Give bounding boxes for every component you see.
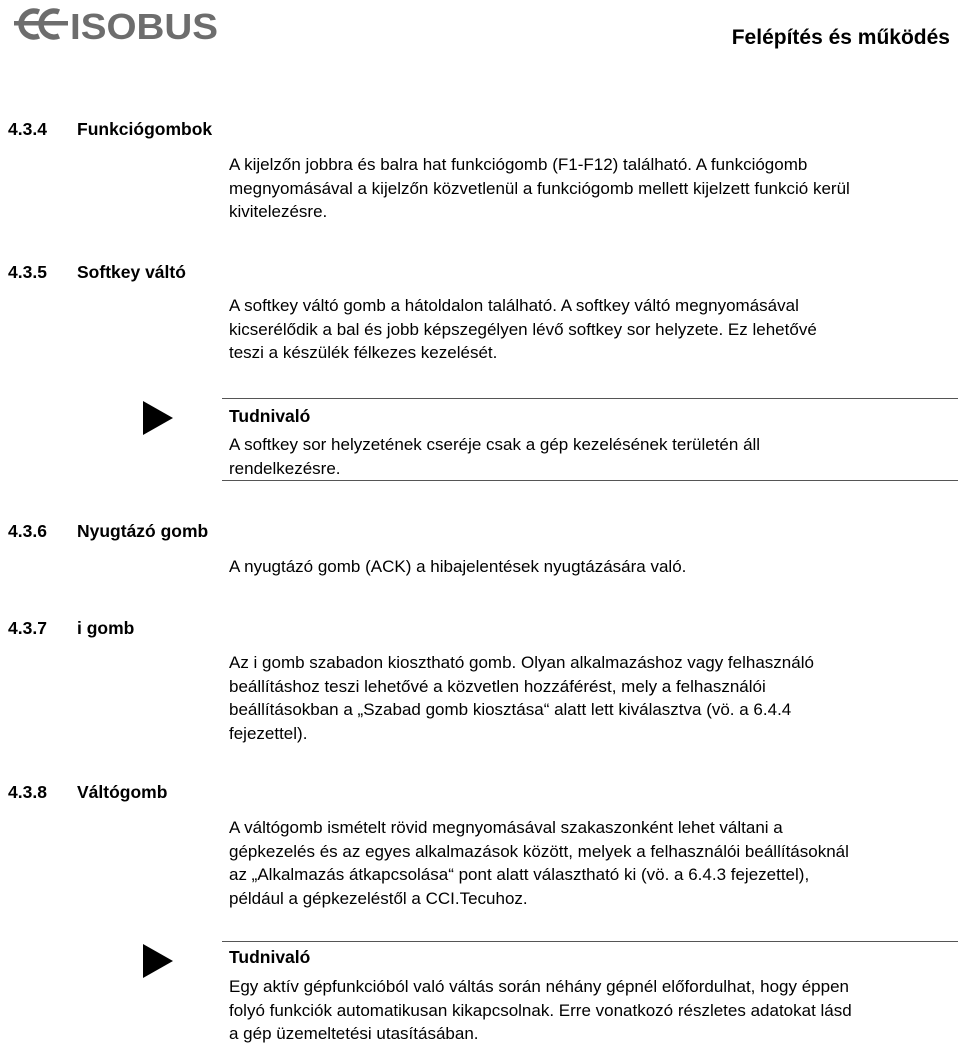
paragraph-line: kicserélődik a bal és jobb képszegélyen lévő softkey sor helyzete. Ez lehetővé <box>229 319 817 339</box>
section-title: Funkciógombok <box>77 119 213 139</box>
note-line: A softkey sor helyzetének cseréje csak a gép kezelésének területén áll <box>229 435 761 454</box>
ccisobus-logo <box>12 2 222 48</box>
section-title: Softkey váltó <box>77 262 186 282</box>
note-arrow-icon <box>143 401 173 435</box>
note-title: Tudnivaló <box>229 406 311 426</box>
note-line: a gép üzemeltetési utasításában. <box>229 1024 479 1043</box>
paragraph-line: kivitelezésre. <box>229 202 328 221</box>
section-paragraph <box>229 153 949 224</box>
section-number: 4.3.4 <box>8 119 47 139</box>
section-paragraph <box>229 555 949 579</box>
ccisobus-logo-graphic <box>12 2 222 48</box>
section-number: 4.3.5 <box>8 262 47 282</box>
section-paragraph <box>229 294 949 365</box>
page-header-title: Felépítés és működés <box>731 26 950 49</box>
note-title: Tudnivaló <box>229 947 311 967</box>
section-paragraph <box>229 651 949 745</box>
note-bottom-rule <box>222 480 958 481</box>
paragraph-line: A nyugtázó gomb (ACK) a hibajelentések nyugtázására való. <box>229 557 687 576</box>
section-number: 4.3.8 <box>8 782 47 802</box>
section-title: Váltógomb <box>77 782 168 802</box>
paragraph-line: teszi a készülék félkezes kezelését. <box>229 343 498 362</box>
svg-text:ISOBUS: ISOBUS <box>70 6 218 47</box>
paragraph-line: például a gépkezeléstől a CCI.Tecuhoz. <box>229 888 528 908</box>
section-title: Nyugtázó gomb <box>77 521 209 541</box>
note-arrow-icon <box>143 944 173 978</box>
paragraph-line: az „Alkalmazás átkapcsolása“ pont alatt választható ki (vö. a 6.4.3 fejezettel), <box>229 865 810 884</box>
paragraph-line: A kijelzőn jobbra és balra hat funkciógomb (F1-F12) található. A funkciógomb <box>229 155 808 174</box>
paragraph-line: A softkey váltó gomb a hátoldalon található. A softkey váltó megnyomásával <box>229 296 799 315</box>
paragraph-line: beállításokban a „Szabad gomb kiosztása“ alatt lett kiválasztva (vö. a 6.4.4 <box>229 700 792 719</box>
note-top-rule <box>222 941 958 942</box>
paragraph-line: gépkezelés és az egyes alkalmazások között, melyek a felhasználói beállításoknál <box>229 841 849 861</box>
note-top-rule <box>222 398 958 399</box>
note-text <box>229 433 949 480</box>
note-line: rendelkezésre. <box>229 458 341 478</box>
section-title: i gomb <box>77 618 135 638</box>
paragraph-line: Az i gomb szabadon kiosztható gomb. Olyan alkalmazáshoz vagy felhasználó <box>229 653 814 672</box>
section-number: 4.3.7 <box>8 618 47 638</box>
note-line: folyó funkciók automatikusan kikapcsolnak. Erre vonatkozó részletes adatokat lásd <box>229 1000 852 1020</box>
paragraph-line: fejezettel). <box>229 723 308 743</box>
note-text <box>229 975 949 1046</box>
paragraph-line: beállításhoz teszi lehetővé a közvetlen hozzáférést, mely a felhasználói <box>229 676 766 696</box>
paragraph-line: megnyomásával a kijelzőn közvetlenül a funkciógomb mellett kijelzett funkció kerül <box>229 178 850 198</box>
section-number: 4.3.6 <box>8 521 47 541</box>
note-line: Egy aktív gépfunkcióból való váltás során néhány gépnél előfordulhat, hogy éppen <box>229 977 849 996</box>
paragraph-line: A váltógomb ismételt rövid megnyomásával szakaszonként lehet váltani a <box>229 818 783 837</box>
section-paragraph <box>229 816 949 910</box>
